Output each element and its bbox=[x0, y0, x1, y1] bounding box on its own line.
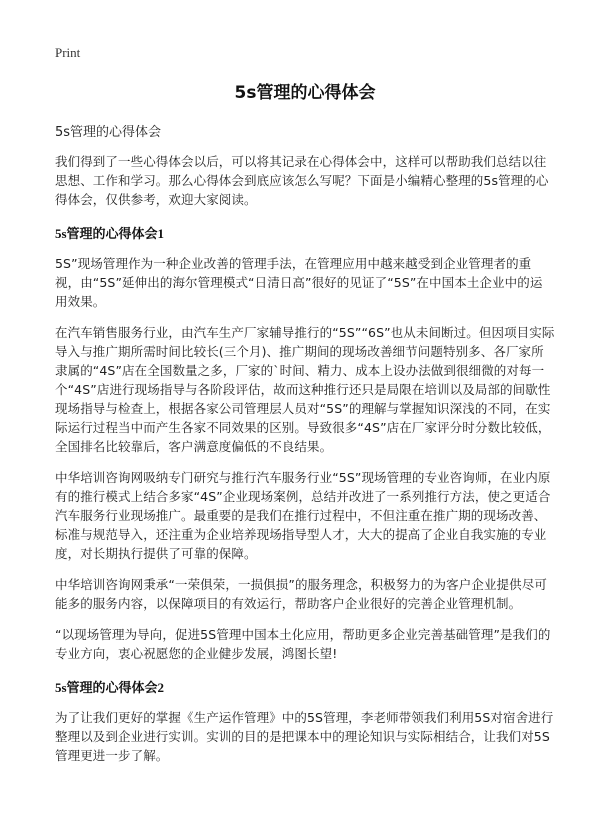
paragraph: 5S”现场管理作为一种企业改善的管理手法，在管理应用中越来越受到企业管理者的重视，由“5S”延伸出的海尔管理模式“日清日高”很好的见证了“5S”在中国本土企业中的运用效果。 bbox=[55, 256, 543, 309]
paragraph: 中华培训咨询网吸纳专门研究与推行汽车服务行业“5S”现场管理的专业咨询师，在业内原有的推行模式上结合多家“4S”企业现场案例，总结并改进了一系列推行方法，使之更适合汽车服务行业现场推广。最重要的是我们在推行过程中，不但注重在推广期的现场改善、标准与规范导入，还注重为企业培养现场指导型人才，大大的提高了企业自我实施的专业度，对长期执行提供了可靠的保障。 bbox=[55, 470, 551, 561]
section-2 bbox=[55, 677, 555, 765]
print-link[interactable]: Print bbox=[55, 45, 81, 60]
page-title: 5s管理的心得体会 bbox=[234, 83, 376, 103]
article-subtitle: 5s管理的心得体会 bbox=[55, 125, 162, 140]
section-heading: 5s管理的心得体会2 bbox=[55, 680, 165, 695]
section-heading: 5s管理的心得体会1 bbox=[55, 226, 165, 241]
section-1 bbox=[55, 223, 555, 663]
paragraph: 在汽车销售服务行业，由汽车生产厂家辅导推行的“5S”“6S”也从未间断过。但因项目实际导入与推广期所需时间比较长(三个月)、推广期间的现场改善细节问题特别多、各厂家所隶属的“4S”店在全国数量之多，厂家的`时间、精力、成本上设办法做到很细微的对每一个“4S”店进行现场指导与各阶段评估，故而这种推行还只是局限在培训以及局部的间歇性现场指导与检查上，根据各家公司管理层人员对“5S”的理解与掌握知识深浅的不同，在实际运行过程当中而产生各家不同效果的区别。导致很多“4S”店在厂家评分时分数比较低，全国排名比较靠后，客户满意度偏低的不良结果。 bbox=[55, 325, 555, 454]
paragraph: 为了让我们更好的掌握《生产运作管理》中的5S管理，李老师带领我们利用5S对宿舍进行整理以及到企业进行实训。实训的目的是把课本中的理论知识与实际相结合，让我们对5S管理更进一步了解。 bbox=[55, 710, 554, 763]
document-page bbox=[55, 78, 555, 777]
paragraph: “以现场管理为导向，促进5S管理中国本土化应用，帮助更多企业完善基础管理”是我们的专业方向，衷心祝愿您的企业健步发展，鸿图长望! bbox=[55, 627, 551, 661]
paragraph: 中华培训咨询网秉承“一荣俱荣，一损俱损”的服务理念，积极努力的为客户企业提供尽可能多的服务内容，以保障项目的有效运行，帮助客户企业很好的完善企业管理机制。 bbox=[55, 577, 547, 611]
intro-paragraph: 我们得到了一些心得体会以后，可以将其记录在心得体会中，这样可以帮助我们总结以往思想、工作和学习。那么心得体会到底应该怎么写呢？下面是小编精心整理的5s管理的心得体会，仅供参考，欢迎大家阅读。 bbox=[55, 154, 549, 207]
